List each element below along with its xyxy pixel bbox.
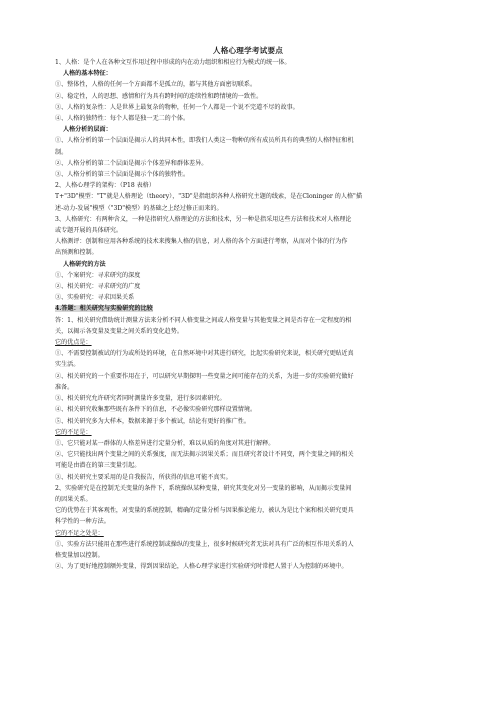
text-line [55,169,447,180]
line-text: ③、人格的复杂性：人是世界上最复杂的物种，任何一个人都是一个说不完道不尽的故事。 [55,103,299,111]
text-line [55,57,447,68]
page-title: 人格心理学考试要点 [212,46,284,55]
text-line [55,292,447,303]
line-text: ①、整体性，人格的任何一个方面都不是孤立的，都与其他方面密切联系。 [55,81,257,89]
text-line [55,303,447,314]
text-line [55,135,447,146]
text-line [55,225,447,236]
text-line [55,393,447,404]
text-line [55,460,447,471]
line-text: ④、相关研究收集那些既有条件下的信息，不必像实验研究那样设置情境。 [55,406,257,414]
line-text: 3、人格研究：有两种含义，一种是指研究人格理论的方法和技术，另一种是指采用这些方法和技术对人格理论 [55,215,352,223]
line-text: 的因果关系。 [55,495,92,503]
line-text: ⑤、相关研究多为大样本，数据来源于多个被试，结论有更好的推广性。 [55,417,250,425]
line-text: ①、它只能对某一群体的人格差异进行定量分析，难以从质的角度对其进行解释。 [55,439,275,447]
line-text: ②、相关研究的一个重要作用在于，可以研究早期探明一些变量之间可能存在的关系，为进一步的实验研究做好 [55,372,354,380]
text-line [55,404,447,415]
line-text: 述-动力-发展"模型（"3D"模型）的基础之上经过修正而来的。 [55,204,223,212]
text-line [55,359,447,370]
line-text: ③、相关研究主要采用的是自我报告，所获得的信息可能不真实。 [55,473,232,481]
line-text: 1、人格：是个人在各种文互作用过程中形成的内在动力组织和相应行为模式的统一体。 [55,59,291,66]
line-text: ③、人格分析的第三个层面是揭示个体的独特性。 [55,171,190,179]
line-text: ③、实验研究：寻求因果关系 [55,294,135,302]
line-text: ②、它只能找出两个变量之间的关系强度，而无法揭示因果关系；而且研究者设计不同变，两个变量之间的相关 [55,451,354,459]
line-text: T+"3D"模型："T"就是人格理论（theory），"3D"是指组织各种人格研究主题的线索，是在Cloninger 的人格"描 [55,193,362,201]
text-line [55,203,447,214]
text-line [55,427,447,438]
text-line [55,539,447,550]
text-line [55,516,447,527]
text-line [55,236,447,247]
line-text: 人格的基本特征： [63,70,112,78]
document-body [55,57,447,572]
line-text: 制。 [55,148,68,156]
text-line [55,371,447,382]
line-text: 它的不足之处是： [55,529,104,537]
text-line [55,337,447,348]
text-line [55,438,447,449]
section-heading [55,68,447,79]
line-text: ①、不需要控制被试的行为或所处的环境，在自然环境中对其进行研究，比起实验研究来说，相关研究更贴近真 [55,350,354,358]
text-line [55,214,447,225]
text-line [55,528,447,539]
text-line [55,191,447,202]
line-text: 它的不足是： [55,428,92,436]
line-text: 准备。 [55,383,74,391]
line-text: 它的优点是： [55,339,92,347]
line-text: ②、为了更好地控制额外变量，得到因果结论，人格心理学家进行实验研究时常把人置于人为控制的环境中。 [55,563,348,571]
text-line [55,494,447,505]
line-text: ①、人格分析的第一个层面是揭示人的共同本性，即我们人类这一物种的所有成员所具有的典型的人格特征和机 [55,137,354,145]
text-line [55,113,447,124]
line-text: 人格研究的方法 [63,260,106,268]
line-text: ②、稳定性，人的思想、感情和行为具有跨时间的连续性和跨情境的一致性。 [55,92,263,100]
line-text: 可能是由潜在的第三变量引起。 [55,462,141,470]
text-line [55,147,447,158]
text-line [55,102,447,113]
text-line [55,281,447,292]
line-text: ②、相关研究：寻求研究的广度 [55,283,141,291]
text-line [55,158,447,169]
line-text: 格变量加以控制。 [55,551,104,559]
section-heading [55,259,447,270]
line-text: 科学性的一种方法。 [55,518,110,526]
text-line [55,550,447,561]
text-line [55,382,447,393]
text-line [55,326,447,337]
line-text: 出预测和控制。 [55,249,98,257]
text-line [55,472,447,483]
line-text: ③、相关研究允许研究者同时测量许多变量，进行多因素研究。 [55,395,226,403]
line-text: ②、人格分析的第二个层面是揭示个体差异和群体差异。 [55,159,208,167]
text-line [55,561,447,572]
line-text: 2、人格心理学的架构：（P18 表格） [55,182,155,190]
line-text: 或专题开展的具体研究。 [55,227,123,235]
line-text: 关，以揭示各变量及变量之间关系的变化趋势。 [55,327,183,335]
line-text: 2、实验研究是在控制无关变量的条件下，系统操纵某种变量，研究其变化对另一变量的影响，从而揭示变量间 [55,484,352,492]
text-line [55,79,447,90]
text-line [55,505,447,516]
line-text: 人格分析的层面： [63,126,112,134]
text-line [55,315,447,326]
text-line [55,416,447,427]
section-heading [55,124,447,135]
text-line [55,91,447,102]
text-line [55,247,447,258]
text-line [55,449,447,460]
line-text: 答：1、相关研究借助统计测量方法来分析不同人格变量之间或人格变量与其他变量之间是否存在一定程度的相 [55,316,352,324]
line-text: 它的优势在于其客观性，对变量的系统控制，精确的定量分析与因果推论能力，被认为是比个案和相关研究更具 [55,507,354,515]
text-line [55,483,447,494]
line-text: ①、个案研究：寻求研究的深度 [55,271,141,279]
text-line [55,348,447,359]
text-line [55,270,447,281]
line-text: ①、实验方法只能用在那些进行系统控制或操纵的变量上，很多时候研究者无法对具有广泛的相互作用关系的人 [55,540,354,548]
line-text: 4.答题：相关研究与实验研究的比较 [55,305,153,313]
line-text: 人格测评：创制和应用各种系统的技术来搜集人格的信息，对人格的各个方面进行考察，从而对个体的行为作 [55,238,348,246]
text-line [55,180,447,191]
line-text: ④、人格的独特性：每个人都是独一无二的个体。 [55,115,190,123]
line-text: 实生活。 [55,361,80,369]
